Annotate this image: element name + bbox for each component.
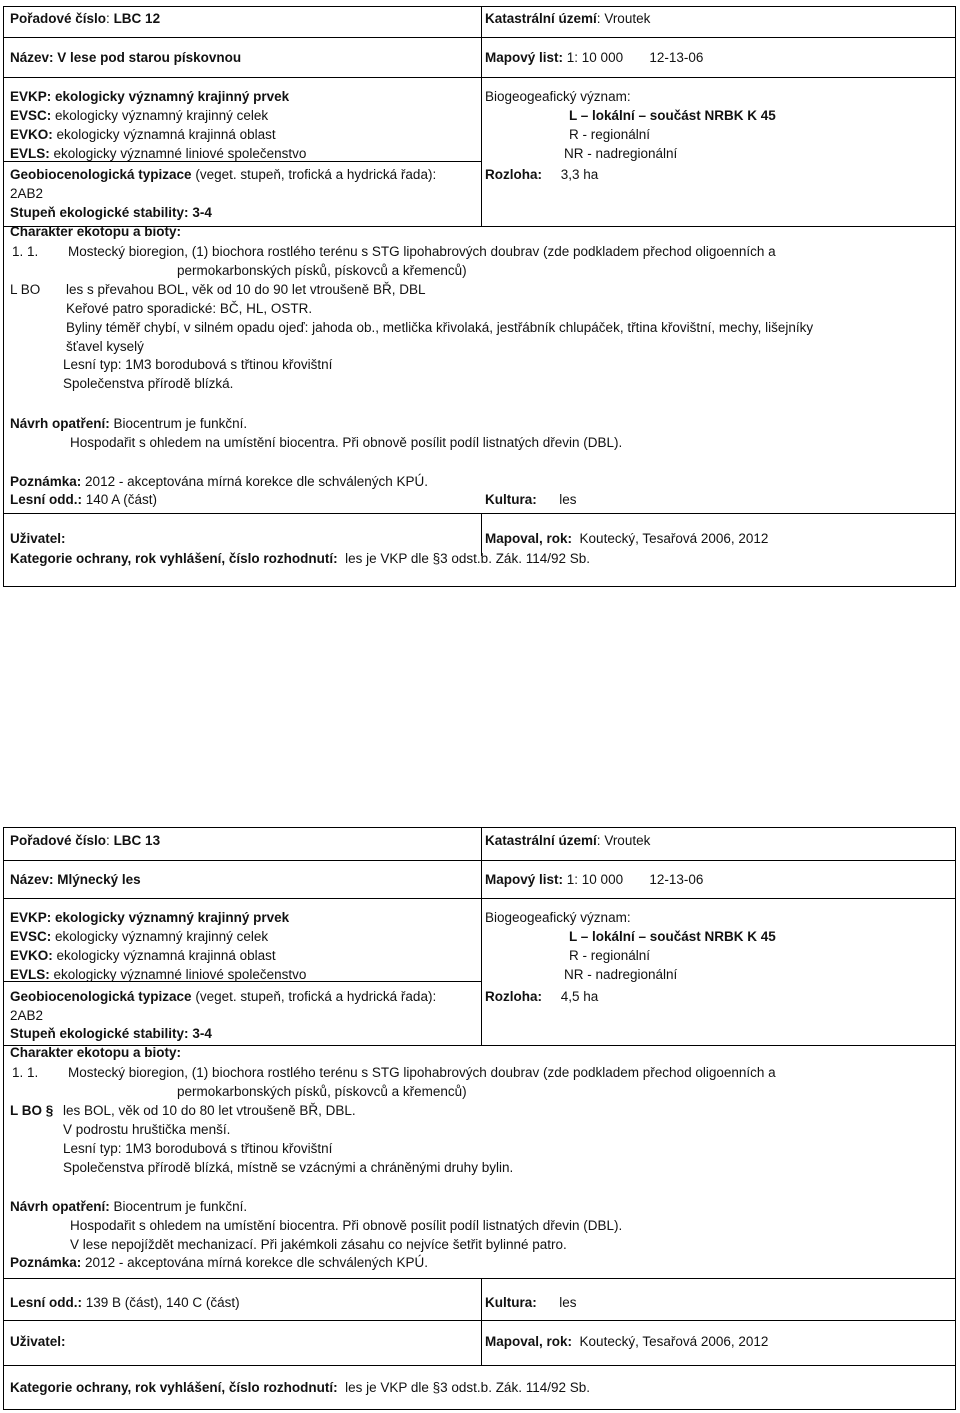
navrh-opatreni: Návrh opatření: Biocentrum je funkční. xyxy=(10,1199,248,1214)
divider xyxy=(4,77,955,78)
uzivatel: Uživatel: xyxy=(10,531,66,546)
kategorie-ochrany: Kategorie ochrany, rok vyhlášení, číslo rozhodnutí: les je VKP dle §3 odst.b. Zák. 114/92 Sb. xyxy=(10,1380,590,1395)
bioregion-line-1: Mostecký bioregion, (1) biochora rostlého terénu s STG lipohabrových doubrav (zde podkladem přechod oligoenních a xyxy=(68,1065,776,1080)
mapoval: Mapoval, rok: Koutecký, Tesařová 2006, 2012 xyxy=(485,1334,769,1349)
stupen-stability: Stupeň ekologické stability: 3-4 xyxy=(10,1026,212,1041)
divider xyxy=(4,1320,955,1321)
desc-line: Společenstva přírodě blízká, místně se vzácnými a chráněnými druhy bylin. xyxy=(63,1160,514,1175)
code: L BO xyxy=(10,282,41,297)
nazev: Název: V lese pod starou pískovnou xyxy=(10,50,242,65)
bioregion-num: 1. 1. xyxy=(12,1065,39,1080)
katastralni-uzemi: Katastrální území: Vroutek xyxy=(485,833,651,848)
charakter-label: Charakter ekotopu a bioty: xyxy=(10,224,182,239)
evko-row: EVKO: ekologicky významná krajinná oblast xyxy=(10,948,276,963)
divider xyxy=(4,1278,955,1279)
desc-line: Lesní typ: 1M3 borodubová s třtinou křovištní xyxy=(63,357,333,372)
desc-line: les BOL, věk od 10 do 80 let vtroušeně BŘ, DBL. xyxy=(63,1103,356,1118)
poradove-cislo: Pořadové číslo: LBC 12 xyxy=(10,11,161,26)
biogeo-label: Biogeogeafický význam: xyxy=(485,910,631,925)
lesni-odd: Lesní odd.: 139 B (část), 140 C (část) xyxy=(10,1295,240,1310)
nazev: Název: Mlýnecký les xyxy=(10,872,141,887)
evsc-row: EVSC: ekologicky významný krajinný celek xyxy=(10,929,269,944)
divider xyxy=(4,898,955,899)
desc-line: les s převahou BOL, věk od 10 do 90 let vtroušeně BŘ, DBL xyxy=(66,282,426,297)
evls-row: EVLS: ekologicky významné liniové společenstvo xyxy=(10,146,307,161)
typizace-value: 2AB2 xyxy=(10,1008,44,1023)
rozloha: Rozloha: 3,3 ha xyxy=(485,167,599,182)
column-divider xyxy=(481,828,482,1045)
code: L BO § xyxy=(10,1103,54,1118)
mapovy-list: Mapový list: 1: 10 000 12-13-06 xyxy=(485,872,704,887)
nadregionalni: NR - nadregionální xyxy=(564,146,678,161)
desc-line: Keřové patro sporadické: BČ, HL, OSTR. xyxy=(66,301,313,316)
biogeo-label: Biogeogeafický význam: xyxy=(485,89,631,104)
rozloha: Rozloha: 4,5 ha xyxy=(485,989,599,1004)
evls-row: EVLS: ekologicky významné liniové společenstvo xyxy=(10,967,307,982)
bioregion-line-2: permokarbonských písků, pískovců a křemenců) xyxy=(177,1084,467,1099)
regionalni: R - regionální xyxy=(569,127,651,142)
mapoval: Mapoval, rok: Koutecký, Tesařová 2006, 2012 xyxy=(485,531,769,546)
navrh-line: V lese nepojíždět mechanizací. Při jakémkoli zásahu co nejvíce šetřit bylinné patro. xyxy=(70,1237,567,1252)
divider xyxy=(4,37,955,38)
desc-line: šťavel kyselý xyxy=(66,339,144,354)
katastralni-uzemi: Katastrální území: Vroutek xyxy=(485,11,651,26)
typizace-value: 2AB2 xyxy=(10,186,44,201)
navrh-line: Hospodařit s ohledem na umístění biocentra. Při obnově posílit podíl listnatých dřevin (DBL). xyxy=(70,1218,623,1233)
evkp-row: EVKP: ekologicky významný krajinný prvek xyxy=(10,89,290,104)
kultura: Kultura: les xyxy=(485,1295,577,1310)
divider xyxy=(4,1365,955,1366)
kategorie-ochrany: Kategorie ochrany, rok vyhlášení, číslo rozhodnutí: les je VKP dle §3 odst.b. Zák. 114/92 Sb. xyxy=(10,551,590,566)
stupen-stability: Stupeň ekologické stability: 3-4 xyxy=(10,205,212,220)
lesni-odd: Lesní odd.: 140 A (část) xyxy=(10,492,158,507)
evsc-row: EVSC: ekologicky významný krajinný celek xyxy=(10,108,269,123)
bioregion-line-2: permokarbonských písků, pískovců a křemenců) xyxy=(177,263,467,278)
nadregionalni: NR - nadregionální xyxy=(564,967,678,982)
record-card-lbc12 xyxy=(3,6,956,587)
evkp-row: EVKP: ekologicky významný krajinný prvek xyxy=(10,910,290,925)
evko-row: EVKO: ekologicky významná krajinná oblast xyxy=(10,127,276,142)
desc-line: Lesní typ: 1M3 borodubová s třtinou křovištní xyxy=(63,1141,333,1156)
poradove-cislo: Pořadové číslo: LBC 13 xyxy=(10,833,161,848)
bioregion-num: 1. 1. xyxy=(12,244,39,259)
regionalni: R - regionální xyxy=(569,948,651,963)
mapovy-list: Mapový list: 1: 10 000 12-13-06 xyxy=(485,50,704,65)
desc-line: Byliny téměř chybí, v silném opadu ojeď: jahoda ob., metlička křivolaká, jestřábník chlupáček, třtina křovištní, mechy, lišejníky xyxy=(66,320,814,335)
geobio-typizace: Geobiocenologická typizace (veget. stupeň, trofická a hydrická řada): xyxy=(10,989,437,1004)
biogeo-value: L – lokální – součást NRBK K 45 xyxy=(569,108,776,123)
navrh-opatreni: Návrh opatření: Biocentrum je funkční. xyxy=(10,416,248,431)
divider xyxy=(4,513,955,514)
divider xyxy=(4,860,955,861)
column-divider xyxy=(481,7,482,226)
bioregion-line-1: Mostecký bioregion, (1) biochora rostlého terénu s STG lipohabrových doubrav (zde podkladem přechod oligoenních a xyxy=(68,244,776,259)
geobio-typizace: Geobiocenologická typizace (veget. stupeň, trofická a hydrická řada): xyxy=(10,167,437,182)
desc-line: V podrostu hruštička menší. xyxy=(63,1122,231,1137)
kultura: Kultura: les xyxy=(485,492,577,507)
poznamka: Poznámka: 2012 - akceptována mírná korekce dle schválených KPÚ. xyxy=(10,1255,428,1270)
desc-line: Společenstva přírodě blízká. xyxy=(63,376,234,391)
navrh-line: Hospodařit s ohledem na umístění biocentra. Při obnově posílit podíl listnatých dřevin (DBL). xyxy=(70,435,623,450)
biogeo-value: L – lokální – součást NRBK K 45 xyxy=(569,929,776,944)
poznamka: Poznámka: 2012 - akceptována mírná korekce dle schválených KPÚ. xyxy=(10,474,428,489)
charakter-label: Charakter ekotopu a bioty: xyxy=(10,1045,182,1060)
uzivatel: Uživatel: xyxy=(10,1334,66,1349)
column-divider xyxy=(481,1278,482,1365)
record-card-lbc13 xyxy=(3,827,956,1410)
